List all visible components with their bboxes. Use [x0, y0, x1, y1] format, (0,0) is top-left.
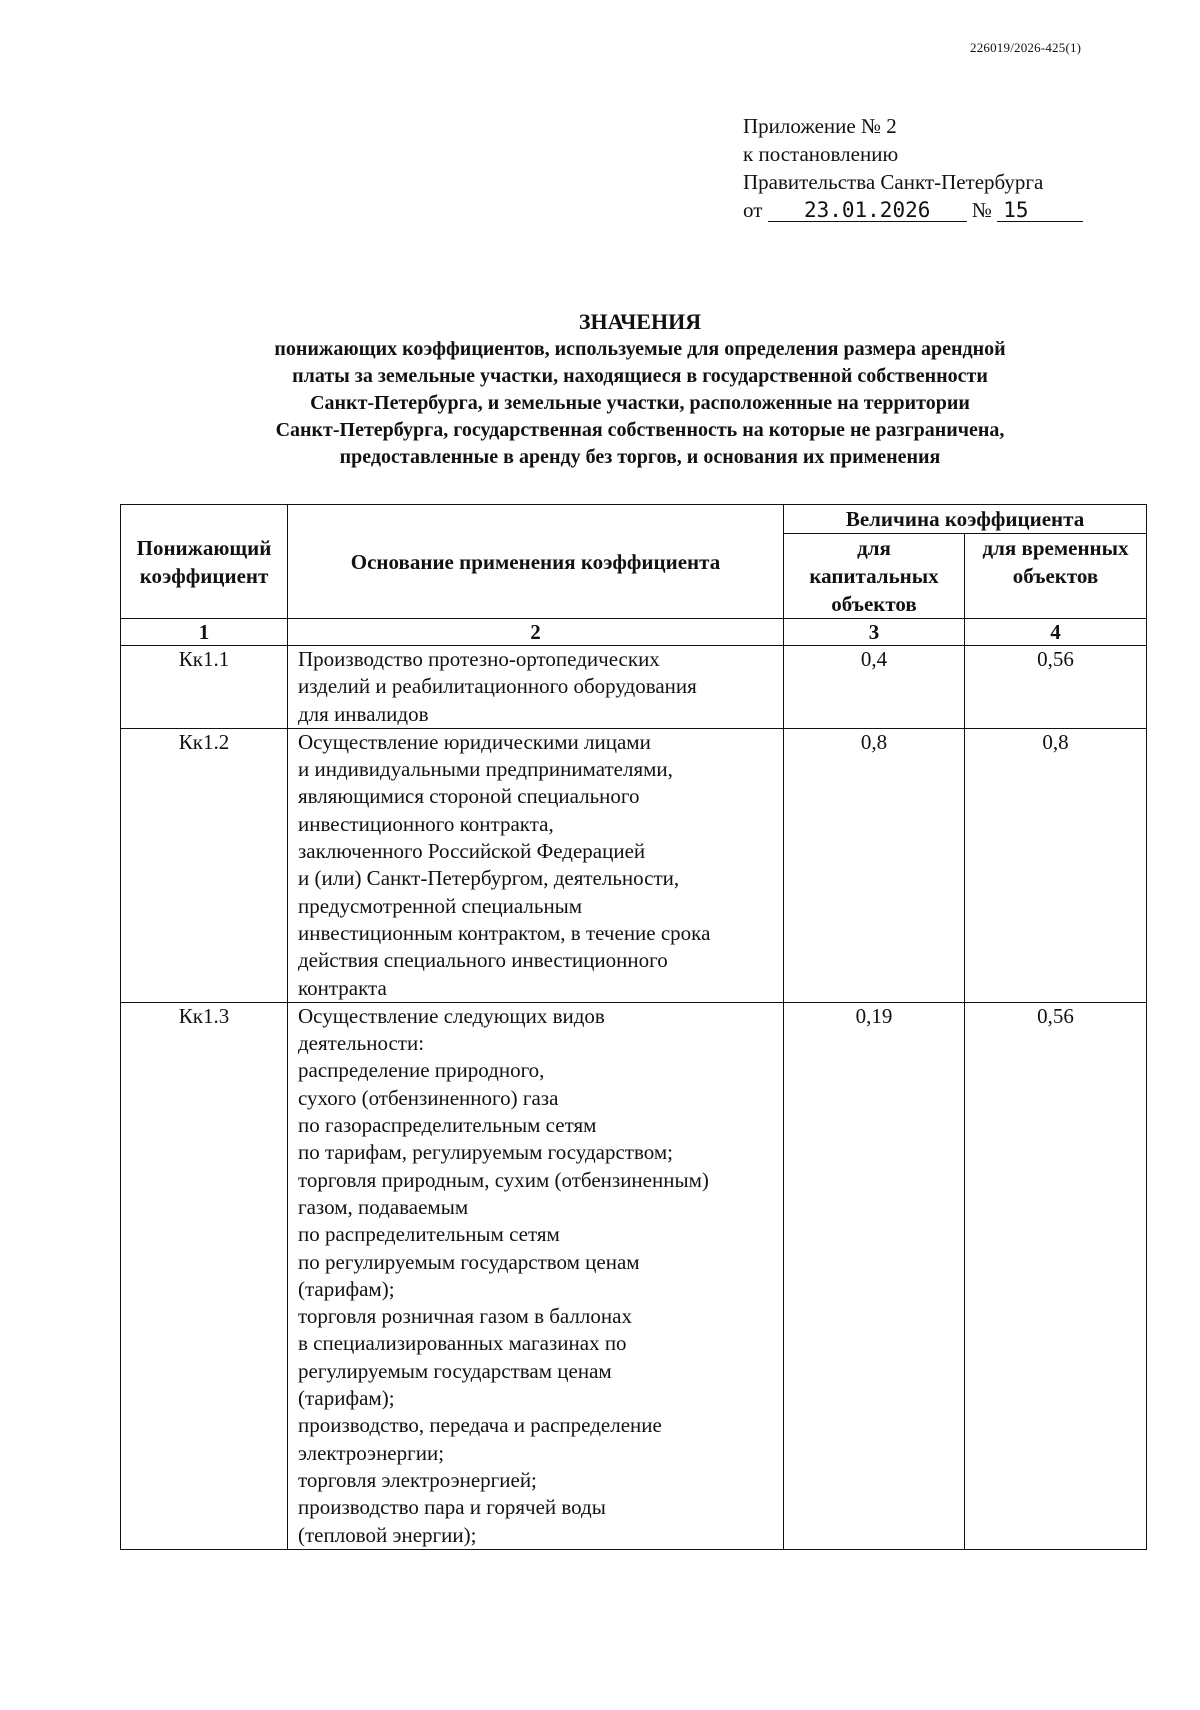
basis-line: заключенного Российской Федерацией: [298, 839, 646, 864]
coefficient-code: Кк1.1: [121, 646, 288, 729]
subtitle-line: понижающих коэффициентов, используемые для определения размера арендной: [274, 338, 1006, 360]
basis-line: торговля розничная газом в баллонах: [298, 1304, 632, 1329]
capital-value: 0,19: [784, 1002, 965, 1549]
basis-line: инвестиционным контрактом, в течение срока: [298, 920, 711, 945]
basis-line: по газораспределительным сетям: [298, 1113, 597, 1138]
table-row: [121, 1002, 1147, 1549]
basis-line: и индивидуальными предпринимателями,: [298, 757, 673, 782]
basis-cell: [288, 728, 784, 1002]
appendix-line-2: к постановлению: [743, 142, 899, 166]
title-subtitle: [110, 336, 1170, 471]
appendix-line-1: Приложение № 2: [743, 114, 897, 138]
basis-line: изделий и реабилитационного оборудования: [298, 674, 697, 699]
temporary-value: 0,8: [965, 728, 1147, 1002]
table-row: [121, 646, 1147, 729]
coefficients-table: [120, 504, 1147, 1550]
basis-line: (тарифам);: [298, 1386, 395, 1411]
temporary-value: 0,56: [965, 646, 1147, 729]
header-coefficient: Понижающий коэффициент: [121, 505, 288, 619]
column-number: 3: [784, 619, 965, 646]
basis-line: (тепловой энергии);: [298, 1522, 477, 1547]
decree-number: 15: [997, 199, 1083, 222]
basis-line: по тарифам, регулируемым государством;: [298, 1140, 673, 1165]
coefficient-code: Кк1.2: [121, 728, 288, 1002]
basis-line: и (или) Санкт-Петербургом, деятельности,: [298, 866, 680, 891]
basis-line: являющимися стороной специального: [298, 784, 640, 809]
basis-line: контракта: [298, 975, 387, 1000]
capital-value: 0,4: [784, 646, 965, 729]
basis-line: деятельности:: [298, 1031, 425, 1056]
basis-line: электроэнергии;: [298, 1440, 445, 1465]
temporary-value: 0,56: [965, 1002, 1147, 1549]
basis-line: Осуществление юридическими лицами: [298, 729, 651, 754]
capital-value: 0,8: [784, 728, 965, 1002]
appendix-block: [743, 112, 1103, 224]
subtitle-line: Санкт-Петербурга, государственная собственность на которые не разграничена,: [275, 419, 1005, 441]
column-number: 2: [288, 619, 784, 646]
subtitle-line: Санкт-Петербурга, и земельные участки, расположенные на территории: [310, 392, 970, 414]
document-number: 226019/2026-425(1): [970, 40, 1082, 55]
basis-cell: [288, 1002, 784, 1549]
date-prefix: от: [743, 198, 763, 222]
basis-line: в специализированных магазинах по: [298, 1331, 627, 1356]
header-value-group: Величина коэффициента: [784, 505, 1147, 534]
number-prefix: №: [971, 198, 992, 222]
basis-line: инвестиционного контракта,: [298, 811, 554, 836]
document-title: [110, 308, 1170, 471]
basis-line: сухого (отбензиненного) газа: [298, 1085, 559, 1110]
basis-line: по распределительным сетям: [298, 1222, 560, 1247]
basis-line: по регулируемым государством ценам: [298, 1249, 640, 1274]
appendix-date-row: [743, 196, 1103, 224]
subtitle-line: предоставленные в аренду без торгов, и основания их применения: [339, 446, 941, 468]
basis-line: Осуществление следующих видов: [298, 1003, 605, 1028]
basis-line: для инвалидов: [298, 701, 429, 726]
basis-line: (тарифам);: [298, 1276, 395, 1301]
title-heading: ЗНАЧЕНИЯ: [578, 309, 702, 334]
basis-line: регулируемым государствам ценам: [298, 1358, 612, 1383]
coefficient-code: Кк1.3: [121, 1002, 288, 1549]
basis-line: торговля электроэнергией;: [298, 1467, 537, 1492]
basis-line: Производство протезно-ортопедических: [298, 647, 660, 671]
table-row: [121, 728, 1147, 1002]
basis-line: производство пара и горячей воды: [298, 1495, 606, 1520]
basis-line: предусмотренной специальным: [298, 893, 583, 918]
basis-line: газом, подаваемым: [298, 1194, 469, 1219]
decree-date: 23.01.2026: [768, 199, 967, 222]
column-number: 4: [965, 619, 1147, 646]
column-numbers-row: [121, 619, 1147, 646]
appendix-line-3: Правительства Санкт-Петербурга: [743, 170, 1044, 194]
column-number: 1: [121, 619, 288, 646]
header-capital: для капитальных объектов: [784, 534, 965, 619]
subtitle-line: платы за земельные участки, находящиеся в государственной собственности: [292, 365, 988, 387]
basis-line: действия специального инвестиционного: [298, 948, 668, 973]
basis-line: распределение природного,: [298, 1058, 545, 1083]
basis-cell: [288, 646, 784, 729]
header-temporary: для временных объектов: [965, 534, 1147, 619]
basis-line: торговля природным, сухим (отбензиненным): [298, 1167, 709, 1192]
header-basis: Основание применения коэффициента: [288, 505, 784, 619]
basis-line: производство, передача и распределение: [298, 1413, 662, 1438]
